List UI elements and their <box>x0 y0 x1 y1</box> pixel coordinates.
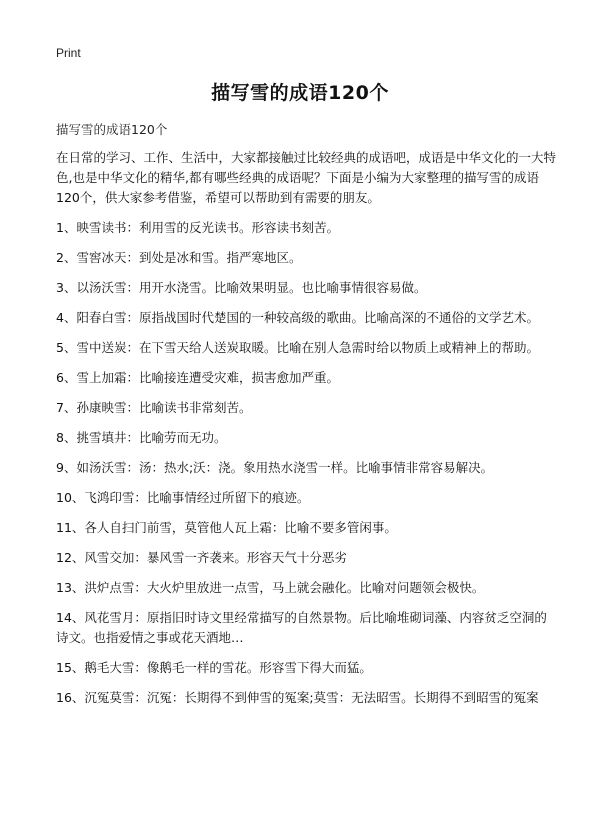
idiom-item: 5、雪中送炭：在下雪天给人送炭取暖。比喻在别人急需时给以物质上或精神上的帮助。 <box>56 340 539 355</box>
idiom-item: 16、沉冤莫雪：沉冤：长期得不到伸雪的冤案;莫雪：无法昭雪。长期得不到昭雪的冤案 <box>56 690 539 705</box>
idiom-item: 3、以汤沃雪：用开水浇雪。比喻效果明显。也比喻事情很容易做。 <box>56 280 427 295</box>
idiom-item: 10、飞鸿印雪：比喻事情经过所留下的痕迹。 <box>56 490 310 505</box>
intro-paragraph: 在日常的学习、工作、生活中，大家都接触过比较经典的成语吧，成语是中华文化的一大特色,也是中华文化的精华,都有哪些经典的成语呢？下面是小编为大家整理的描写雪的成语120个，供大家参考借鉴，希望可以帮助到有需要的朋友。 <box>56 150 557 205</box>
idiom-item: 9、如汤沃雪：汤：热水;沃：浇。象用热水浇雪一样。比喻事情非常容易解决。 <box>56 460 494 475</box>
idiom-item: 12、风雪交加：暴风雪一齐袭来。形容天气十分恶劣 <box>56 550 347 565</box>
idiom-item: 6、雪上加霜：比喻接连遭受灾难，损害愈加严重。 <box>56 370 339 385</box>
idiom-item: 2、雪窖冰天：到处是冰和雪。指严寒地区。 <box>56 250 302 265</box>
print-label: Print <box>56 46 81 60</box>
idiom-item: 7、孙康映雪：比喻读书非常刻苦。 <box>56 400 252 415</box>
idiom-item: 1、映雪读书：利用雪的反光读书。形容读书刻苦。 <box>56 220 339 235</box>
idiom-item: 14、风花雪月：原指旧时诗文里经常描写的自然景物。后比喻堆砌词藻、内容贫乏空洞的诗文。也指爱情之事或花天酒地… <box>56 610 547 645</box>
page-subtitle: 描写雪的成语120个 <box>56 122 168 137</box>
idiom-item: 8、挑雪填井：比喻劳而无功。 <box>56 430 227 445</box>
idiom-item: 4、阳春白雪：原指战国时代楚国的一种较高级的歌曲。比喻高深的不通俗的文学艺术。 <box>56 310 539 325</box>
idiom-item: 15、鹅毛大雪：像鹅毛一样的雪花。形容雪下得大而猛。 <box>56 660 372 675</box>
article-body <box>56 148 556 718</box>
page-title: 描写雪的成语120个 <box>211 82 389 104</box>
idiom-item: 11、各人自扫门前雪，莫管他人瓦上霜：比喻不要多管闲事。 <box>56 520 397 535</box>
idiom-item: 13、洪炉点雪：大火炉里放进一点雪，马上就会融化。比喻对问题领会极快。 <box>56 580 485 595</box>
